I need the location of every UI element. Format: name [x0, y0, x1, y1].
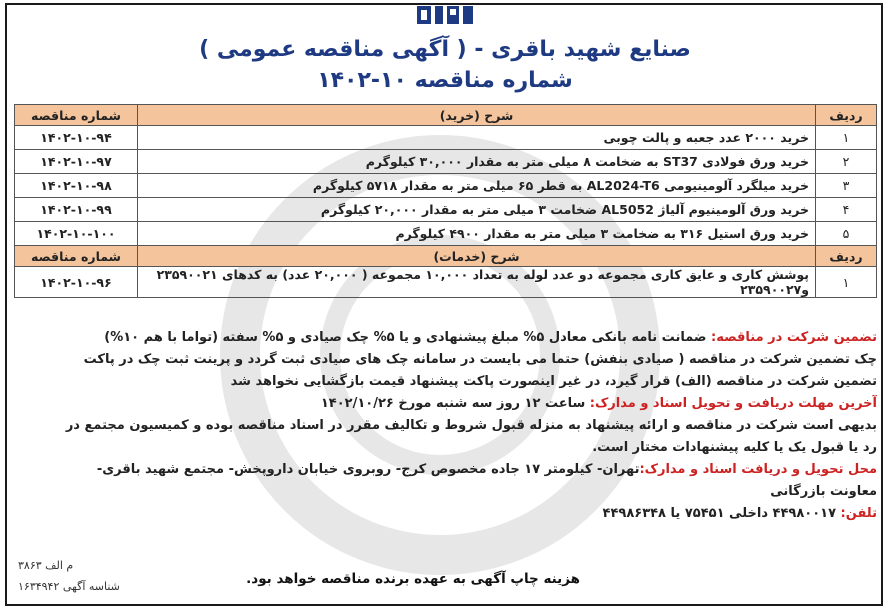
location-line	[14, 459, 877, 481]
table-row	[15, 150, 877, 174]
ad-code: م الف ۳۸۶۳	[18, 559, 74, 572]
notice-line: رد یا قبول یک یا کلیه پیشنهادات مختار است.	[592, 440, 877, 455]
table-row	[15, 222, 877, 246]
guarantee-detail-line: چک تضمین شرکت در مناقصه ( صیادی بنفش) حتما می بایست در سامانه چک های صیادی ثبت گردد و پرینت ثبت چک در پاکت	[83, 352, 877, 367]
col-index: ردیف	[816, 105, 877, 126]
table-row	[15, 174, 877, 198]
col-description: شرح (خرید)	[138, 105, 816, 126]
location-line: معاونت بازرگانی	[770, 484, 877, 499]
guarantee-text: ضمانت نامه بانکی معادل ۵% مبلغ پیشنهادی و یا ۵% چک صیادی و ۵% سفته (تواما با هم ۱۰%)	[104, 330, 712, 345]
row-description: خرید ورق آلومینیوم آلیاژ AL5052 ضخامت ۳ میلی متر به مقدار ۲۰,۰۰۰ کیلوگرم	[138, 198, 816, 222]
row-description: خرید ورق فولادی ST37 به ضخامت ۸ میلی متر به مقدار ۳۰,۰۰۰ کیلوگرم	[138, 150, 816, 174]
table-row	[15, 198, 877, 222]
purchase-header-row	[15, 105, 877, 126]
service-header-row	[15, 246, 877, 267]
notice-body	[14, 327, 877, 525]
cost-note: هزینه چاپ آگهی به عهده برنده مناقصه خواهد بود.	[246, 571, 580, 587]
company-logo-icon	[415, 4, 475, 26]
row-tender-number: ۱۴۰۲-۱۰-۹۸	[15, 174, 138, 198]
row-description: پوشش کاری و عایق کاری مجموعه دو عدد لوله به تعداد ۱۰,۰۰۰ مجموعه ( ۲۰,۰۰۰ عدد) به کدهای ۲۳۵۹۰۰۲۱ و۲۳۵۹۰۰۲۷	[138, 267, 816, 298]
row-tender-number: ۱۴۰۲-۱۰-۱۰۰	[15, 222, 138, 246]
guarantee-label: تضمین شرکت در مناقصه:	[711, 330, 877, 345]
notice-line: بدیهی است شرکت در مناقصه و ارائه پیشنهاد به منزله قبول شروط و تکالیف مقرر در اسناد مناقصه بوده و کمیسیون مجتمع در	[65, 418, 877, 433]
table-row	[15, 126, 877, 150]
phone-label: تلفن:	[840, 506, 877, 521]
tender-table	[14, 104, 877, 298]
row-tender-number: ۱۴۰۲-۱۰-۹۶	[15, 267, 138, 298]
deadline-line	[14, 393, 877, 415]
guarantee-line	[14, 327, 877, 349]
row-index: ۲	[816, 150, 877, 174]
col-tender-number: شماره مناقصه	[15, 105, 138, 126]
row-index: ۳	[816, 174, 877, 198]
col-description: شرح (خدمات)	[138, 246, 816, 267]
deadline-label: آخرین مهلت دریافت و تحویل اسناد و مدارک:	[589, 396, 877, 411]
row-tender-number: ۱۴۰۲-۱۰-۹۴	[15, 126, 138, 150]
col-tender-number: شماره مناقصه	[15, 246, 138, 267]
deadline-text: ساعت ۱۲ روز سه شنبه مورخ ۱۴۰۲/۱۰/۲۶	[320, 396, 590, 411]
row-tender-number: ۱۴۰۲-۱۰-۹۹	[15, 198, 138, 222]
row-tender-number: ۱۴۰۲-۱۰-۹۷	[15, 150, 138, 174]
guarantee-detail-line: تضمین شرکت در مناقصه (الف) قرار گیرد، در غیر اینصورت پاکت پیشنهاد قیمت بازگشایی نخواهد شد	[230, 374, 877, 389]
table-row	[15, 267, 877, 298]
col-index: ردیف	[816, 246, 877, 267]
row-description: خرید ۲۰۰۰ عدد جعبه و پالت چوبی	[138, 126, 816, 150]
phone-text: ۴۴۹۸۰۰۱۷ داخلی ۷۵۴۵۱ یا ۴۴۹۸۶۳۴۸	[602, 506, 841, 521]
row-description: خرید میلگرد آلومینیومی AL2024-T6 به قطر ۶۵ میلی متر به مقدار ۵۷۱۸ کیلوگرم	[138, 174, 816, 198]
location-text: تهران- کیلومتر ۱۷ جاده مخصوص کرج- روبروی خیابان داروپخش- مجتمع شهید باقری-	[96, 462, 640, 477]
notice-title: صنایع شهید باقری - ( آگهی مناقصه عمومی )	[199, 37, 691, 62]
ad-id: شناسه آگهی ۱۶۳۴۹۴۲	[18, 580, 120, 593]
row-index: ۴	[816, 198, 877, 222]
tender-number-title: شماره مناقصه ۱۰-۱۴۰۲	[317, 68, 573, 93]
row-description: خرید ورق استیل ۳۱۶ به ضخامت ۳ میلی متر به مقدار ۴۹۰۰ کیلوگرم	[138, 222, 816, 246]
phone-line	[14, 503, 877, 525]
row-index: ۵	[816, 222, 877, 246]
row-index: ۱	[816, 267, 877, 298]
row-index: ۱	[816, 126, 877, 150]
location-label: محل تحویل و دریافت اسناد و مدارک:	[639, 462, 877, 477]
